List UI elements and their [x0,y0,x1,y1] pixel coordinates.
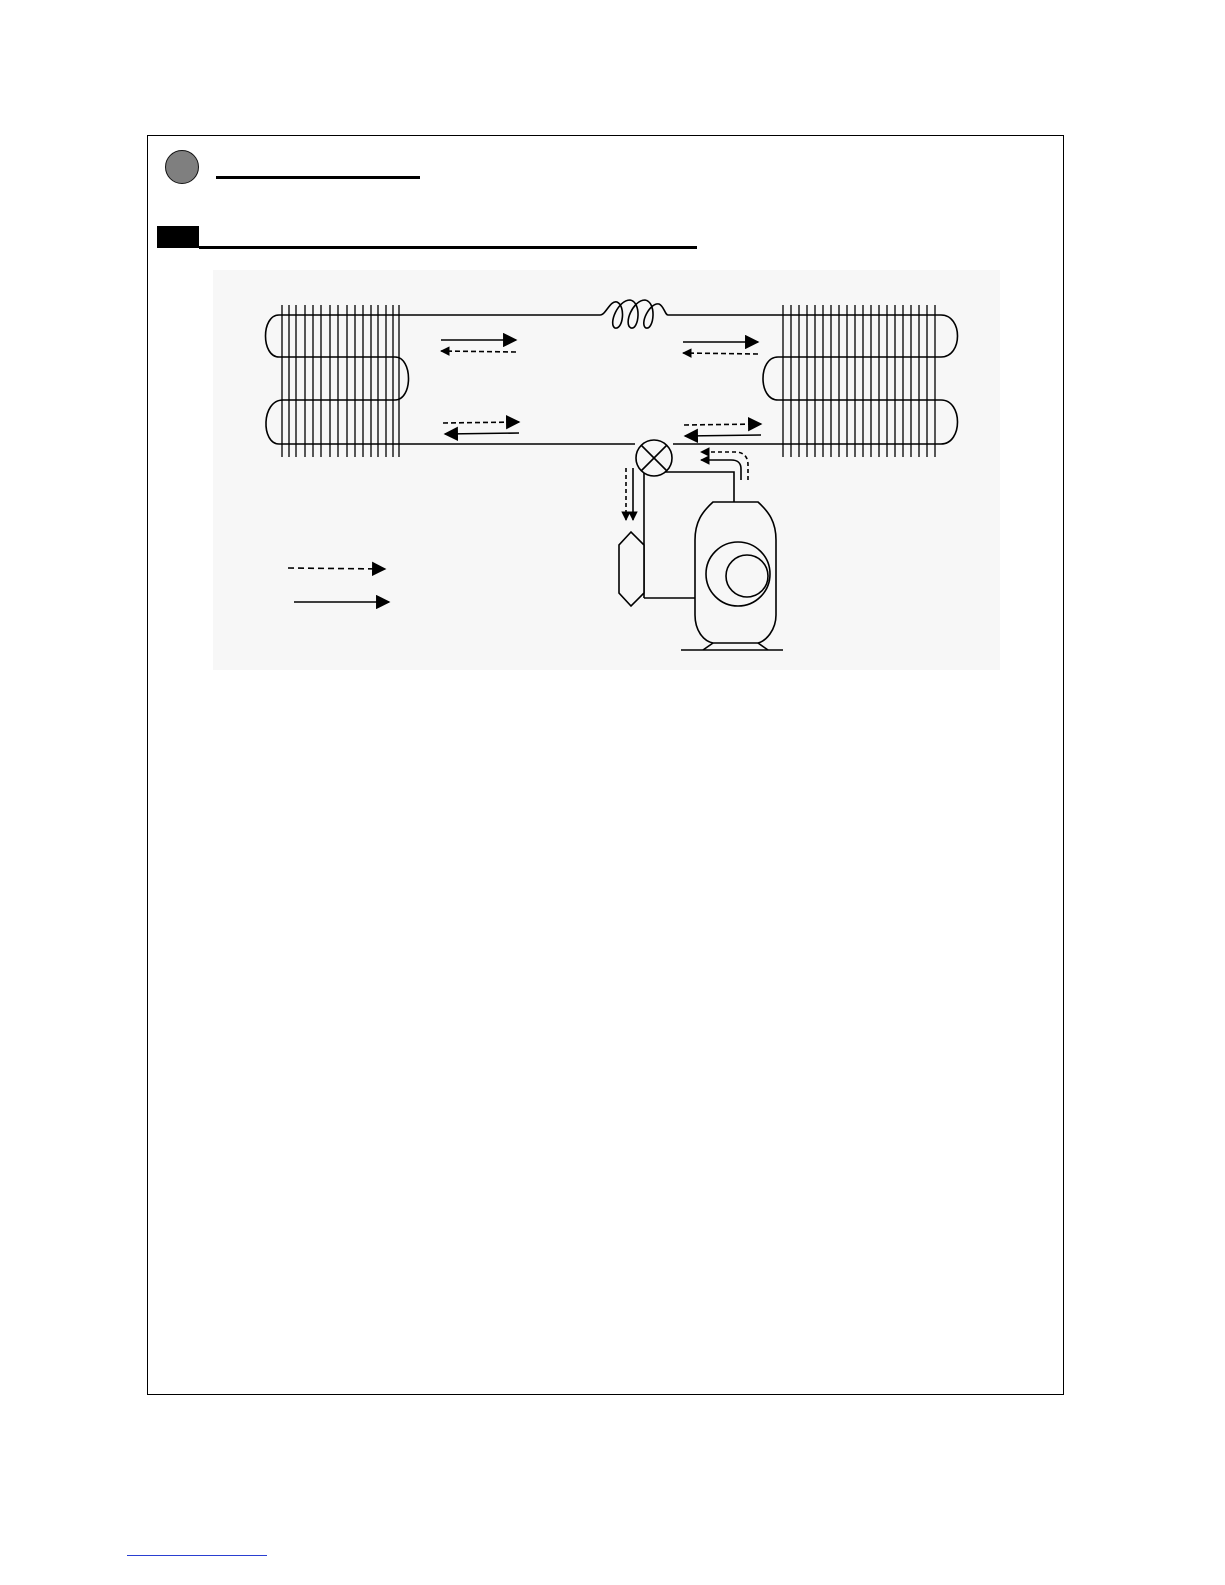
indoor-coil [266,305,409,457]
section-bullet-dot [165,150,199,184]
subsection-marker [157,226,199,248]
compressor [681,502,783,650]
accumulator [619,532,644,606]
figure-legend [288,568,389,602]
subsection-rule [199,246,697,249]
refrigerant-cycle-figure [213,270,1000,670]
flow-arrows [441,340,761,520]
footer-link-underline[interactable] [127,1555,267,1556]
section-title [216,152,420,179]
refrigerant-cycle-diagram [213,270,1000,670]
four-way-valve [636,440,672,476]
capillary-tube [600,300,668,328]
outdoor-coil [673,305,958,457]
